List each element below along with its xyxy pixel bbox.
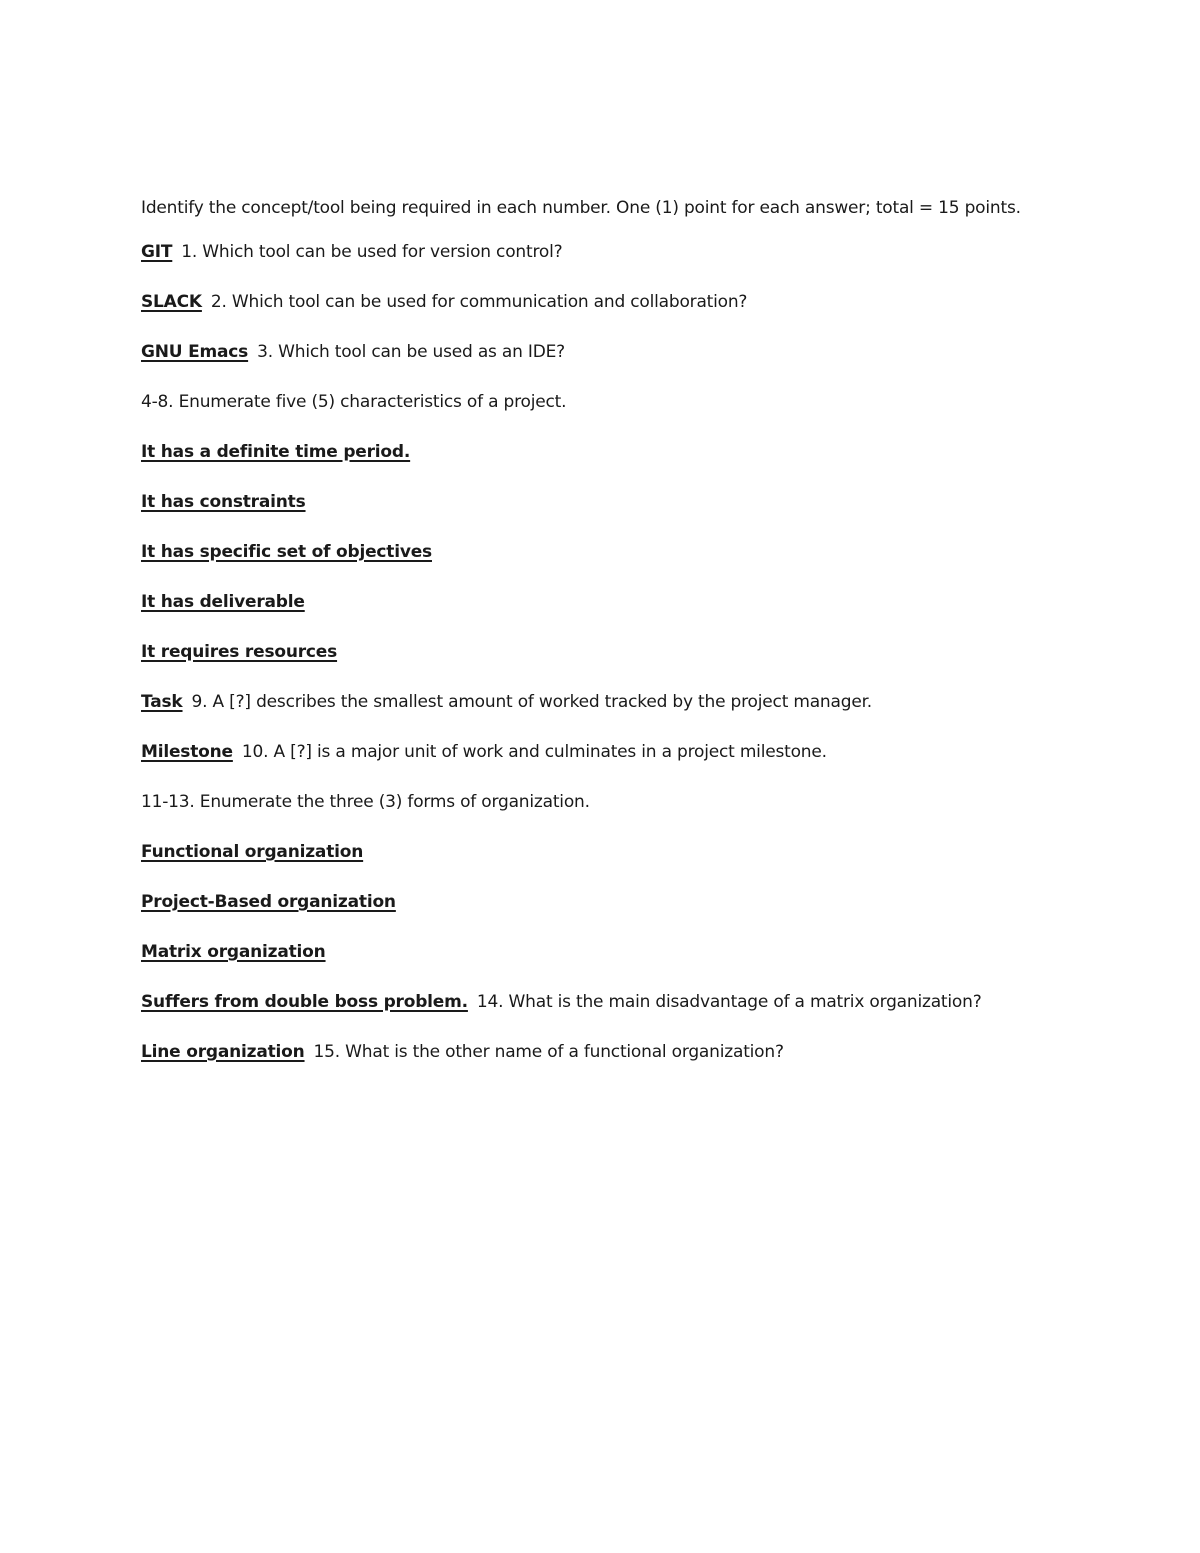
item-3 <box>141 341 1055 364</box>
question: 1. Which tool can be used for version control? <box>181 242 563 262</box>
item-10 <box>141 741 1055 764</box>
answer: Suffers from double boss problem. <box>141 992 468 1012</box>
characteristic-2 <box>141 491 1055 514</box>
answer: Task <box>141 692 183 712</box>
answer: It has specific set of objectives <box>141 542 432 562</box>
answer: Project-Based organization <box>141 892 396 912</box>
question: 9. A [?] describes the smallest amount of worked tracked by the project manager. <box>191 692 873 712</box>
characteristic-1 <box>141 441 1055 464</box>
question: 11-13. Enumerate the three (3) forms of organization. <box>141 792 590 812</box>
question: 15. What is the other name of a functional organization? <box>313 1042 784 1062</box>
item-4-8-prompt <box>141 391 1055 414</box>
answer: GIT <box>141 242 173 262</box>
characteristic-5 <box>141 641 1055 664</box>
characteristic-4 <box>141 591 1055 614</box>
question: 3. Which tool can be used as an IDE? <box>257 342 565 362</box>
item-11-13-prompt <box>141 791 1055 814</box>
answer: Functional organization <box>141 842 364 862</box>
organization-1 <box>141 841 1055 864</box>
answer: Matrix organization <box>141 942 326 962</box>
item-15 <box>141 1041 1055 1064</box>
organization-3 <box>141 941 1055 964</box>
answer: It has deliverable <box>141 592 305 612</box>
question: 2. Which tool can be used for communication and collaboration? <box>210 292 748 312</box>
answer: Line organization <box>141 1042 305 1062</box>
document-page <box>141 193 1055 1091</box>
item-14 <box>141 991 1055 1014</box>
question: 10. A [?] is a major unit of work and culminates in a project milestone. <box>241 742 827 762</box>
item-9 <box>141 691 1055 714</box>
organization-2 <box>141 891 1055 914</box>
question: 4-8. Enumerate five (5) characteristics of a project. <box>141 392 567 412</box>
answer: SLACK <box>141 292 202 312</box>
question: 14. What is the main disadvantage of a matrix organization? <box>476 992 982 1012</box>
answer: Milestone <box>141 742 233 762</box>
answer: It has a definite time period. <box>141 442 411 462</box>
item-2 <box>141 291 1055 314</box>
characteristic-3 <box>141 541 1055 564</box>
answer: It has constraints <box>141 492 306 512</box>
instructions: Identify the concept/tool being required in each number. One (1) point for each answer; total = 15 points. <box>141 198 1021 218</box>
answer: It requires resources <box>141 642 338 662</box>
answer: GNU Emacs <box>141 342 249 362</box>
item-1 <box>141 241 1055 264</box>
